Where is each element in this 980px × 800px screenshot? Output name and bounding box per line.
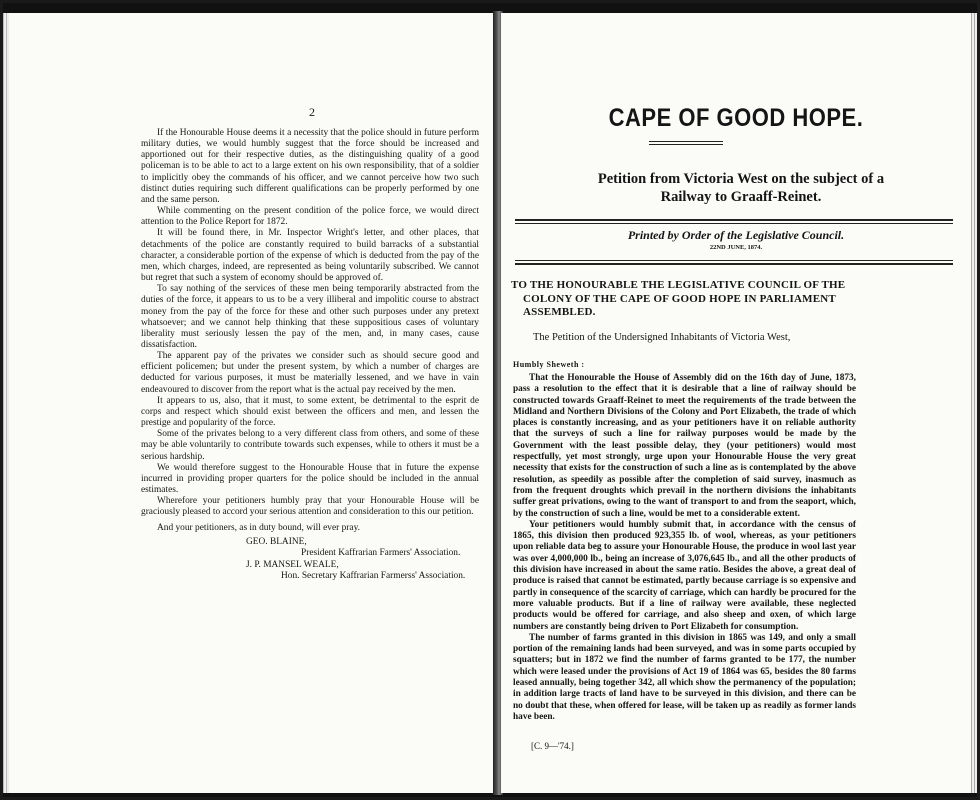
subtitle-line: Petition from Victoria West on the subject of a — [597, 171, 885, 187]
rule — [515, 219, 953, 221]
paragraph: Your petitioners would humbly submit that, in accordance with the census of 1865, this division then produced 923,355 lb. of wool, whereas, as your petitioners upon reliable data beg to assure your Honourable House, the produce in wool last year was over 4,000,000 lb., being an increase of 3,076,645 lb., and all the other products of this division have increased in about the same ratio. Besides the above, a great deal of produce is raised that cannot be estimated, partly because carriage is so expensive and partly in consequence of the scarcity of carriage, which can hardly be procured for the more valuable products. But if a line of railway were available, these neglected products would be offered for carriage, and also sheep and oxen, of which large numbers are constantly being driven to Port Elizabeth for consumption. — [513, 519, 856, 632]
document-title: CAPE OF GOOD HOPE. — [608, 103, 864, 132]
title-rule — [649, 144, 723, 145]
left-page-body — [141, 128, 479, 583]
signatory-title: President Kaffrarian Farmers' Association. — [301, 548, 461, 559]
print-date: 22ND JUNE, 1874. — [709, 244, 763, 251]
humbly-sheweth: Humbly Sheweth : — [513, 360, 585, 369]
signatory-name: GEO. BLAINE, — [246, 536, 307, 547]
book-spread — [3, 3, 977, 797]
paragraph: While commenting on the present condition of the police force, we would direct attention to the Police Report for 1872. — [141, 206, 479, 228]
paragraph: If the Honourable House deems it a necessity that the police should in future perform military duties, we would humbly suggest that the force should be increased and apportioned out for their respective duties, as the distinguishing quality of a good policeman is to be able to act to a large extent on his own responsibility, that of a soldier to implicitly obey the commands of his officer, and we cannot perceive how two such distinct duties requiring such different qualifications can be properly performed by one and the same person. — [141, 128, 479, 205]
left-page — [9, 13, 495, 793]
document-code: [C. 9—'74.] — [531, 741, 574, 751]
signature-block — [141, 537, 479, 583]
subtitle-line: Railway to Graaff-Reinet. — [660, 189, 822, 205]
rule — [515, 223, 953, 224]
paragraph: The number of farms granted in this division in 1865 was 149, and only a small portion of the remaining lands had been surveyed, and was in some parts occupied by squatters; but in 1872 we find the number of farms granted to be 177, the number which were leased under the provisions of Act 19 of 1864 was 65, besides the 80 farms leased annually, being together 342, all which show the permanency of the population; in addition large tracts of land have to be surveyed in this division, and there can be no doubt that these, when offered for lease, will be taken up as readily as former lands have been. — [513, 632, 856, 722]
title-rule — [649, 141, 723, 142]
petition-intro: The Petition of the Undersigned Inhabitants of Victoria West, — [533, 332, 791, 343]
paragraph: Wherefore your petitioners humbly pray that your Honourable House will be graciously pleased to accord your serious attention and consideration to this our petition. — [141, 496, 479, 518]
right-page — [501, 13, 971, 793]
right-page-body — [513, 373, 856, 723]
signatory-title: Hon. Secretary Kaffrarian Farmerss' Association. — [281, 571, 466, 582]
document-subtitle — [511, 170, 971, 206]
page-number: 2 — [309, 105, 315, 119]
address-line: ASSEMBLED. — [523, 306, 596, 318]
paragraph: To say nothing of the services of these men being temporarily abstracted from the duties of the force, it appears to us to be a very illiberal and impolitic course to abstract money from the pay of the force for these and other such purposes under any pretext whatsoever; and we cannot help thinking that these suppositious cases of voluntary liberality must seriously lessen the pay of the men, and, in many cases, cause dissatisfaction. — [141, 284, 479, 350]
paragraph: The apparent pay of the privates we consider such as should secure good and efficient policemen; but under the present system, by which a number of charges are deducted for various purposes, it must be materially lessened, and we have in vain endeavoured to discover from the report what is the actual pay received by the men. — [141, 351, 479, 395]
address-line: COLONY OF THE CAPE OF GOOD HOPE IN PARLIAMENT — [523, 292, 836, 305]
paragraph: We would therefore suggest to the Honourable House that in future the expense incurred in providing proper quarters for the police should be included in the annual estimates. — [141, 462, 479, 495]
address-line: TO THE HONOURABLE THE LEGISLATIVE COUNCIL OF THE — [511, 279, 846, 291]
paragraph: It appears to us, also, that it must, to some extent, be detrimental to the esprit de corps and respect which should exist between the officers and men, and lessen the prestige and popularity of the force. — [141, 395, 479, 429]
rule — [515, 263, 953, 265]
signatory-name: J. P. MANSEL WEALE, — [246, 559, 339, 570]
paragraph: It will be found there, in Mr. Inspector Wright's letter, and other places, that detachments of the police are constantly required to build barracks of a substantial character, a considerable portion of the expense of which is deducted from the pay of the men, which charges, indeed, are represented as being voluntarily subscribed. We cannot but regret that such a system of economy should be approved of. — [141, 228, 479, 284]
paragraph: Some of the privates belong to a very different class from others, and some of these may be able voluntarily to contribute towards such expenses, while to others it must be a serious hardship. — [141, 429, 479, 462]
address-heading — [511, 279, 861, 320]
closing-line: And your petitioners, as in duty bound, will ever pray. — [157, 523, 360, 534]
printed-by-order: Printed by Order of the Legislative Council. — [627, 228, 845, 242]
paragraph: That the Honourable the House of Assembly did on the 16th day of June, 1873, pass a resolution to the effect that it is desirable that a line of railway should be constructed towards Graaff-Reinet to meet the requirements of the trade between the Midland and Northern Divisions of the Colony and Port Elizabeth, the trade of which places is constantly increasing, and as your petitioners have it on reliable authority that the surveys of such a line for railway purposes would be made by the Government with the least possible delay, they (your petitioners) would most respectfully, yet most strongly, urge upon your Honourable House the very great necessity that exists for the construction of such a line as is contemplated by the above resolution, as speedily as possible after the completion of said survey, inasmuch as from the frequent droughts which prevail in the northern divisions the inhabitants suffer great privations, owing to the want of transport to and from the seaport, which, by the construction of such a line, would be met to a considerable extent. — [513, 373, 856, 519]
rule — [515, 260, 953, 261]
